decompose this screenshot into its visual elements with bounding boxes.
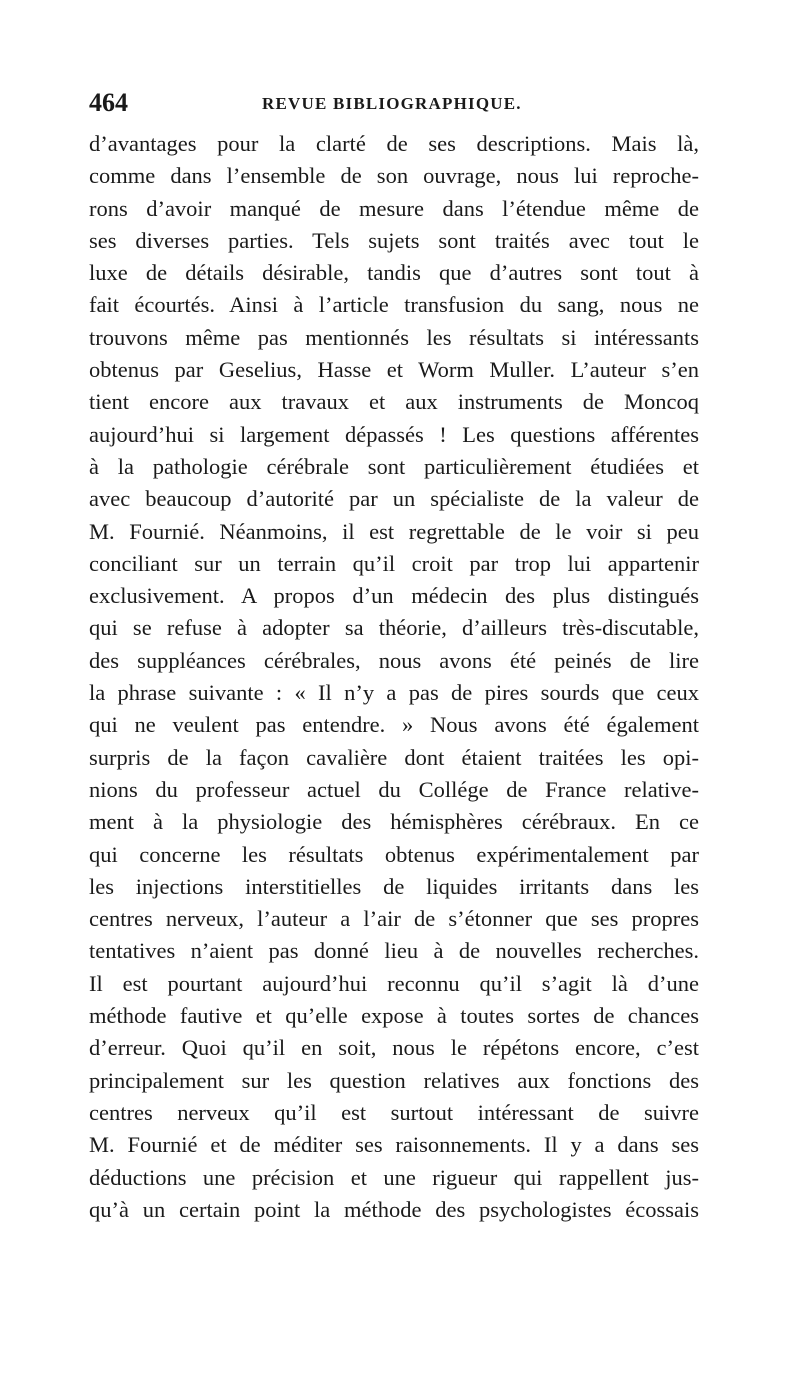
text-line: M. Fournié. Néanmoins, il est regrettable de le voir si peu xyxy=(89,518,699,544)
page-header xyxy=(89,84,699,124)
text-line: conciliant sur un terrain qu’il croit par trop lui appartenir xyxy=(89,550,699,576)
text-line: tient encore aux travaux et aux instruments de Moncoq xyxy=(89,389,699,415)
text-line: trouvons même pas mentionnés les résultats si intéressants xyxy=(89,324,699,350)
text-line: M. Fournié et de méditer ses raisonnements. Il y a dans ses xyxy=(89,1132,699,1158)
text-line: aujourd’hui si largement dépassés ! Les questions afférentes xyxy=(89,421,699,447)
body-text xyxy=(89,128,699,1226)
text-line: fait écourtés. Ainsi à l’article transfusion du sang, nous ne xyxy=(89,292,699,318)
text-line: centres nerveux, l’auteur a l’air de s’étonner que ses propres xyxy=(89,906,699,932)
text-line: tentatives n’aient pas donné lieu à de nouvelles recherches. xyxy=(89,938,699,964)
text-line: qui se refuse à adopter sa théorie, d’ailleurs très-discutable, xyxy=(89,615,699,641)
text-line: rons d’avoir manqué de mesure dans l’étendue même de xyxy=(89,195,699,221)
text-line: principalement sur les question relatives aux fonctions des xyxy=(89,1067,699,1093)
text-line: avec beaucoup d’autorité par un spécialiste de la valeur de xyxy=(89,486,699,512)
text-line: surpris de la façon cavalière dont étaient traitées les opi- xyxy=(89,744,699,770)
text-line: des suppléances cérébrales, nous avons été peinés de lire xyxy=(89,647,699,673)
text-line: ses diverses parties. Tels sujets sont traités avec tout le xyxy=(89,227,699,253)
text-line: d’avantages pour la clarté de ses descriptions. Mais là, xyxy=(89,131,699,156)
text-line: déductions une précision et une rigueur qui rappellent jus- xyxy=(89,1164,699,1190)
text-line: méthode fautive et qu’elle expose à toutes sortes de chances xyxy=(89,1003,699,1029)
text-line: centres nerveux qu’il est surtout intéressant de suivre xyxy=(89,1099,699,1125)
page-number: 464 xyxy=(89,88,128,117)
text-line: à la pathologie cérébrale sont particulièrement étudiées et xyxy=(89,453,699,479)
running-head: REVUE BIBLIOGRAPHIQUE. xyxy=(262,94,522,113)
text-line: la phrase suivante : « Il n’y a pas de pires sourds que ceux xyxy=(89,680,699,706)
text-line: exclusivement. A propos d’un médecin des plus distingués xyxy=(89,583,699,609)
text-line: les injections interstitielles de liquides irritants dans les xyxy=(89,873,699,899)
text-line: nions du professeur actuel du Collége de France relative- xyxy=(89,776,699,802)
text-line: d’erreur. Quoi qu’il en soit, nous le répétons encore, c’est xyxy=(89,1035,699,1061)
text-line: luxe de détails désirable, tandis que d’autres sont tout à xyxy=(89,260,699,286)
text-line: qui ne veulent pas entendre. » Nous avons été également xyxy=(89,712,699,738)
text-line: comme dans l’ensemble de son ouvrage, nous lui reproche- xyxy=(89,163,699,189)
text-line: Il est pourtant aujourd’hui reconnu qu’il s’agit là d’une xyxy=(89,970,699,996)
text-line: qui concerne les résultats obtenus expérimentalement par xyxy=(89,841,699,867)
text-line: obtenus par Geselius, Hasse et Worm Muller. L’auteur s’en xyxy=(89,357,699,383)
text-line: qu’à un certain point la méthode des psychologistes écossais xyxy=(89,1196,699,1222)
text-line: ment à la physiologie des hémisphères cérébraux. En ce xyxy=(89,809,699,835)
